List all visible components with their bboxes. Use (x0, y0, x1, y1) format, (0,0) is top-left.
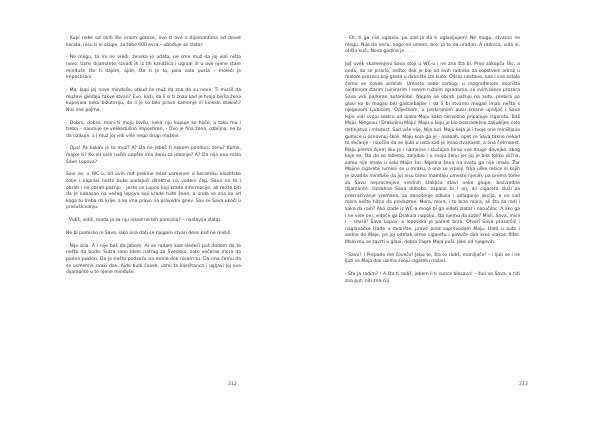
left-paragraph-1: - Kupi neke od ovih što imam gotove, evo ti ove s dijamantima od devet karata, nisu ti ni skupe, za tebe 600 evra – ubeđuje se zlatar. (66, 36, 241, 48)
left-paragraph-6: Savi se, u WC-u, od ovih ređ prekine mlaz usmenen u keramiku klozetske šolje i naprasi nešto buke padajući direktno na vodeni čep. Sava na to i obrati i ne obrati pažnju – jeste on Lopov koji krade informacije, ali može biti da je nabasao na većeg lopova koji krade tuđe žene, a onda se zna ko od koga tu treba da krije, a ko ima pravo na pravedni gnev. Sav se Sava ukoči u prisluškivanju. (66, 172, 241, 211)
right-paragraph-1: - Eh, ti ga nisi uglavio, pa sad ja da ti uglavljujem! Ne mogu, stvarno ne mogu. Nije da neću, nego ne umem, bre, ja to da uradim. A radnica, vido si, otišla kući, Nova godina je . . . (345, 36, 520, 55)
left-paragraph-5: - Opa! Pa kakav je to muž? A? Da ne jebeš ti nekom panduru ženu? Kome, majke ti? Ko od ovih naših uopšte ima ženu za jebanje? A? Da nije ona mala Save Lopova? (66, 146, 241, 165)
right-page-number: 213 (519, 382, 528, 387)
left-page (66, 36, 241, 283)
left-paragraph-3: - Ma, kupi joj nove minđuše, otkud će muž da zna da su nove. Ti misliš da muževi gledaju takve stvari? Evo, kaži, da li si ti znao kad je tvoja bivša žena kupovala neku bižuteriju, da li je to bilo pravo kamenje ili kineski staklići? Nisi ime pojma. (66, 87, 241, 113)
left-page-number: 212 (228, 382, 237, 387)
left-paragraph-2: - Ne mogu, to mi ne vredi, ženska je udata, ne sme muž da joj vidi ništa novo. Uzmi dijamante, izvadi ih iz tih kandžica i ugradi ih u ove njene stare minđuše što ti dajem, ajde, šta ti je to, pola sata posla – moleći je impostirani. (66, 55, 241, 81)
left-paragraph-9: - Nije ona. A i nije baš da jebem. Al se radam kad sledeći put dođem da te nešto da bude. Sutra rano idem natrag za Švedsku, zato večeras mora da padne poklon. Da je nešto podseća na mene dok nisam tu. Da ima čemu da se osmehne svaki dan. Ajde budi čovek, uzmi ta kljelštanca i ugljavi joj ove dijamante u te njene minđuše. (66, 243, 241, 276)
left-paragraph-7: - Vidiš, vidiš, mada ja za nju nikad ne bih pomislio? – nastavlja zlatar. (66, 218, 222, 224)
left-paragraph-4: - Dobro, dobro, mani ti moju bivšu, neka nju kupuje ko hoće, a tako mu i treba – naumije se velikodušno impostiran. - Ovo je fina žena, ozbiljna, ne bi da rizikuje, a i muž joj vidi više nego drugi muževi. (66, 120, 241, 139)
right-paragraph-2: Još uvek skamenjeni Sava stoji u WC-u i ne zna šta bi. Prvo zakopča šlic, a onda, da se prikrio, nešto, dok je bio od ovih radnika za sopstveni odraz u malom prozoru koji gleda u dvorište iza kuće. Odraz nestane, kao i sve ostalo čemu se čovek priblidi. Umesto sebe samog, u razgrađenom dvorišta oviđenom starim ruinirarim i novim ružnim zgradama, sa svim bleso prozora Sava vidi parkiran automobil. Najpre ne obrati pažnju na auto, prebira po glavi ko bi mogao biti gastarbajter i da li bi stvarno mogao imati nešto s njegovom Ljubicom. Odjednom, u parkiranom autu kresne upaljač i Sava lepo vidi svoju sestru od ujaka Maju kako nervozno pripaljuje cigaretu. Baš Maju. Njegovu i Drakulinu Maju! Maju u koju je bio beznadežno zaljubljen celo detinjstvo i mladost. Sad više nije. Nije lud. Maju koja je i tvoje one minišljave gumice u osnovnoj školi. Maju koja ga je - aaaaah, opet se Sava takne nekad to sećanje - naučila da se ljubi u usta kad je imao dvanaest, a ona četrnaest. Maju prema čijem liku je i namerno i slučajno birao sve druge devojke, zbog koje se, šta da se lažemo, zaljubio i u svoju ženu jer joj je bila toliko slična, samo nije imala u sebi Majin žar. Nijedna žena na svetu ga nije imala. Žar Majine cigarete rumeni se u mraku, a ona se vrpolji, trlja uške resice ili kojih je izvadila minđuše da joj nisu tamo mamlaju umesto njenih, pa prema tome za Savu neprocenjivo vrednih staklića stavi neke glupe, bezvredne dijamante. Uzdahne Sava duboko, zapalio bi i on, ali cigareta služi za prekračivanje vremena, za donošenje odluka i odlaganje akcija, a on sad mora nešto hitno da preduzme. Mora, mora, i to brzo mora, ali šta da radi i kako da radi? Ako izađe iz WC-a mogli bi ga videti zlatar i naručilac. A ako ga i ne vide oni, videće ga Drakula napolju, šta njemu da kaže? Misli, Sava, misli i – smisli! Sava Lopov, a lopovska je pamet brza. Otvori Sava prozorčić i naglavačke izađe u dvorište, pravo pred saprovodom Maju. Uleti u auto i sedne do Maje, pa joj odmah otme cigaretu i povuče dim kroz vlakan filter. Malo mu se zavrti u glavi, dobro čagre Maja puši, jake od njegovih. (345, 61, 520, 245)
left-paragraph-8: Ne bi pomislio ni Sava, iako ona dati se najgore stvari dese kad ne misliš. (66, 230, 232, 236)
right-page (345, 36, 520, 292)
right-paragraph-3: - Savo? ! Prepade me čoveče! Jebo te, šta to radiš, maniljače! – i ljuti se i ne ljuti se Maja dok uzima svoju cigaretu nazad. (345, 252, 520, 265)
right-paragraph-4: - Šta ja radim? ! A šta ti radiš, jebem li ti sunce blesavo! – žuri se Sava, a niti zna put, niti zna cilj. (345, 272, 520, 284)
